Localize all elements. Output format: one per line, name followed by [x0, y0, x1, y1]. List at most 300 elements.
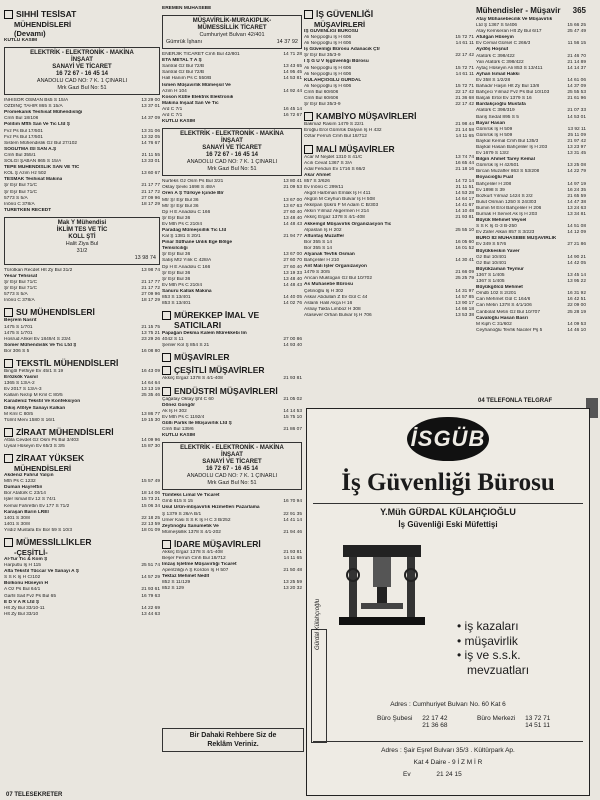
entry-phone: 16 79 63 [141, 593, 160, 599]
checkbox-icon [4, 538, 13, 547]
entry-list [476, 17, 586, 334]
entry-name: Bor Atatürk C 23/14 [4, 491, 46, 497]
advert-row [166, 39, 298, 46]
entry-name: Gz Bul 10/401 [476, 254, 507, 260]
home-phone [403, 771, 462, 778]
entry-name: Ceyhanoğlu Tevfik Naciler Pş 5 [476, 327, 543, 333]
entry-phone: 21 14 58 [455, 128, 474, 134]
entry-name: TEPE MÜHENDİSLİK SAN VE TİC [4, 165, 80, 171]
entry-name: Paradag Mümeşsillik Tic Ltd [162, 227, 227, 233]
entry-phone: 21 15 75 [141, 324, 160, 330]
entry-phone: 15 75 10 [283, 414, 302, 420]
entry-phone: 14 46 10 [567, 327, 586, 333]
entry-list [162, 52, 302, 125]
entry-name: Somer Mühendislik Ve Tic Ltd Ş [4, 342, 77, 348]
entry-name: Çetinoğlu İş H 302 [304, 288, 344, 294]
checkbox-icon [4, 428, 13, 437]
service-item: • müşavirlik [457, 633, 518, 648]
entry-phone: 21 65 59 [567, 193, 586, 199]
entry-name: 853 S 13/401 [162, 301, 191, 307]
entry-name: Gz Bul 10/401 [476, 260, 507, 266]
section-title: MÜREKKEP İMAL VE SATICILARI [174, 310, 260, 331]
entry-name: Mtr Şr Eşr Bul 36 [162, 203, 199, 209]
entry-phone: 13 29 00 [141, 98, 160, 104]
entry-list [4, 369, 160, 424]
list-item [4, 349, 160, 355]
entry-phone: 22 13 59 [141, 521, 160, 527]
entry-name: Politim Mfth San Ve Tic Ltd Ş [4, 122, 71, 128]
entry-phone: 14 97 19 [567, 181, 586, 187]
entry-phone: 25 28 19 [567, 309, 586, 315]
checkbox-icon [162, 387, 171, 396]
entry-name: EREMEN MUHASEBE [162, 6, 212, 11]
advert-box [162, 442, 302, 490]
list-item [162, 376, 302, 382]
entry-name: Aslanlı Halil Akça H 16 [304, 300, 353, 306]
entry-phone: 21 18 16 [455, 166, 474, 172]
entry-list [162, 331, 302, 349]
entry-name: Acılı Cevat 1367 S 3/A [304, 160, 353, 166]
advert-owner: Y.Müh GÜRDAL KÜLAHÇIOĞLU [380, 507, 516, 517]
entry-phone: 15 66 25 [567, 23, 586, 29]
entry-phone: 14 61 11 [455, 71, 474, 77]
entry-phone: 14 92 44 [283, 88, 302, 94]
entry-list [4, 438, 160, 450]
entry-name: 1367 S 1/405 [476, 272, 505, 278]
entry-phone: 14 95 45 [283, 70, 302, 76]
entry-name: Oktay Şevki 1698 S 48/A [162, 185, 216, 191]
entry-phone: 14 09 96 [141, 437, 160, 443]
bureau-label: Büro Şubesi [377, 715, 413, 722]
home-label: Ev [403, 771, 411, 778]
entry-name: Baykal Kemal Cmh Bul 135/3 [476, 138, 539, 144]
list-item [162, 119, 302, 125]
entry-name: Beşrem Nasrit [4, 318, 37, 324]
section-title: MÜŞAVİRLER [174, 352, 230, 363]
section-heading [4, 358, 160, 368]
entry-phone: 16 01 52 [455, 245, 474, 251]
list-item [304, 313, 474, 319]
entry-name: Askar Abdullah Z Ev Gül C 44 [304, 294, 368, 300]
list-item [162, 530, 302, 536]
entry-phone: 14 64 64 [141, 381, 160, 387]
entry-name: Ev Mth Ps C 210/4 [162, 221, 202, 227]
entry-name: Hall Hanım Ps C 550/B [162, 76, 212, 82]
entry-list [162, 550, 302, 593]
entry-phone: 16 70 94 [283, 499, 302, 505]
phone-number: 21 36 68 [422, 722, 448, 729]
entry-phone: 16 08 80 [141, 348, 160, 354]
entry-name: Fvz Ps Bul 17/501 [4, 134, 43, 140]
entry-phone: 27 60 70 [283, 258, 302, 264]
entry-name: Tektaz Mehmet Nedlt [162, 574, 210, 580]
phone-number: 13 72 71 [525, 715, 551, 722]
section-heading [4, 453, 160, 463]
entry-name: Eroğlu Erol Gümrük Dalyan İş H 432 [304, 128, 382, 134]
entry-list [304, 29, 474, 108]
entry-name: Fvz Ps Bul 17/501 [4, 128, 43, 134]
entry-phone: 11 56 15 [567, 41, 586, 47]
entry-phone: 14 72 14 [455, 178, 474, 184]
checkbox-icon [4, 359, 13, 368]
entry-name: Ev Mth Ps C 210/4 [162, 282, 202, 288]
entry-name: Büyükzaman Teymur [476, 266, 524, 272]
entry-name: Büyükgölcü Mehmet [476, 285, 523, 291]
entry-name: Tülmt Meni 1580 S 16/1 [4, 417, 55, 423]
entry-name: Pinar Süthane Ünlik Ege Bölge [162, 240, 233, 246]
entry-phone: 14 02 76 [283, 301, 302, 307]
entry-name: Azim H 104 [162, 88, 187, 94]
entry-phone: 21 50 48 [283, 568, 302, 574]
advert-line: İNŞAAT [71, 57, 93, 64]
section-subtitle: MÜŞAVİRLERİ [314, 20, 366, 29]
entry-phone: 21 66 09 [455, 270, 474, 276]
entry-name: Ltd Ş 1367 S 5/406 [476, 23, 518, 29]
entry-name: TÜRETKEN RECEDT [4, 207, 52, 213]
entry-phone: 14 11 65 [283, 555, 302, 561]
entry-name: Şr Eşr Bul 36 [162, 215, 191, 221]
entry-name: Şr Eşr Bul 36 [162, 252, 191, 258]
entry-name: Şr Eşr Bul 71/C [4, 189, 38, 195]
entry-name: Cmh Bul 60/606 [304, 89, 339, 95]
entry-name: Acar M Nejdet 1310 S 41/C [304, 154, 363, 160]
entry-phone: 16 24 35 [567, 187, 586, 193]
entry-name: Attila Cevdet Gz Osm Ps Bul 3/403 [4, 437, 79, 443]
entry-name: Şr Eşr Bul 71/C [4, 183, 38, 189]
entry-phone: 21 05 02 [283, 396, 302, 402]
entry-name: Ard C 7/1 [162, 106, 183, 112]
divider [313, 741, 583, 742]
entry-name: 1475 S 1/701 [4, 324, 33, 330]
entry-name: Bor 355 S 14 [304, 239, 333, 245]
entry-phone: 14 48 43 [283, 282, 302, 288]
entry-name: Ev İnönü C 299/11 [304, 184, 344, 190]
entry-phone: 13 31 45 [567, 151, 586, 157]
checkbox-icon [162, 366, 171, 375]
section-heading [162, 386, 302, 396]
entry-phone: 14 90 21 [567, 254, 586, 260]
section-heading [162, 365, 302, 375]
entry-name: TESMAK Teshisat Makina [4, 177, 63, 183]
entry-phone: 21 17 72 [141, 286, 160, 292]
entry-name: Dikiş Atölye Sanayi Kalkan [4, 405, 66, 411]
entry-name: KUTLU KASIM [162, 119, 196, 125]
entry-name: Cavaloğlu Hasan Basri [476, 315, 528, 321]
entry-phone: 14 51 08 [567, 224, 586, 230]
advert-address: Mrk Gazi Bul No: 51 [57, 85, 107, 92]
entry-name: Gülli Parlık İle Müşavirlik Ltd Ş [162, 420, 232, 426]
entry-phone: 21 11 51 [455, 184, 474, 190]
entry-name: Akkılpan Şükrü F M Adam C B/303 [304, 203, 379, 209]
column-4 [476, 6, 586, 398]
entry-list [4, 268, 160, 305]
service-list [457, 619, 529, 677]
entry-name: Kallam Nezip M Kml C 80/5 [4, 393, 63, 399]
entry-phone: 14 66 18 [455, 306, 474, 312]
entry-name: Bingöl Fethiye Ev 45/1 S 19 [4, 369, 64, 374]
entry-phone: 14 37 09 [141, 116, 160, 122]
entry-name: Ali Neçipoğlu İş H 606 [304, 41, 352, 47]
entry-phone: 14 41 14 [283, 517, 302, 523]
entry-name: Akdeniz Fahrul Yalçın [4, 473, 54, 479]
entry-phone: 14 22 69 [141, 605, 160, 611]
section-title: SIHHİ TESİSAT [16, 9, 77, 19]
section-title: KAMBİYO MÜŞAVİRLERİ [316, 111, 417, 122]
advert-invite-line: Reklâm Veriniz. [207, 741, 259, 748]
entry-list [162, 6, 302, 12]
advert-line: ELEKTRİK - ELEKTRONİK - MAKİNA [180, 445, 284, 452]
entry-name: Apentziliği A Ş Kordon İş H 507 [162, 568, 229, 574]
entry-phone: 14 09 53 [567, 321, 586, 327]
advert-address: ANADOLU CAD NO: 7 K. 1 ÇINARLI [36, 78, 128, 85]
divider [313, 503, 583, 504]
entry-name: Gümrük İş H 509 [476, 126, 513, 132]
entry-name: Akkılç Ergaz 1378 S 4/1-408 [304, 215, 365, 221]
entry-name: Bor 306 S 5 [4, 348, 30, 354]
entry-name: Balçalı Ertol Ev 1379 S 16 [476, 96, 532, 102]
entry-name: İşler İsmail Ev 12 S 74/1 [4, 497, 56, 503]
entry-phone: 22 91 35 [283, 511, 302, 517]
entry-phone: 14 93 40 [283, 343, 302, 349]
entry-name: M Kiph C 31/602 [476, 321, 512, 327]
entry-name: Akgün M Ceyhun Bulvar İş H 508 [304, 197, 375, 203]
entry-name: Öztar Ferruh Cmh Bul 18/712 [304, 134, 367, 140]
section-subtitle: MÜHENDİSLERİ [14, 464, 72, 474]
entry-name: Türotkan Recdet Hlt Zy Bul 31/2 [4, 267, 73, 273]
page-header [476, 6, 586, 15]
entry-name: Yalı Atatürk C 398/422 [476, 59, 524, 65]
entry-name: A Oz Ps Bul 64/1 [4, 587, 41, 593]
entry-phone: 13 48 40 [283, 276, 302, 282]
entry-name: 1365 S 13/A-2 [4, 381, 35, 387]
entry-phone: 21 09 53 [283, 185, 302, 191]
entry-name: Aytaç Hüseyin Ali 853 S 13/411 [476, 65, 543, 71]
entry-name: 1401 S 30/8 [4, 515, 30, 521]
entry-phone: 23 29 26 [141, 336, 160, 342]
entry-name: Ant Mali İşler Organizasyon [304, 264, 367, 270]
entry-list [162, 376, 302, 382]
entry-name: Ev Mth Ps C 1192/4 [162, 414, 205, 420]
advert-line: Cumhuriyet Bulvarı 42/401 [199, 32, 265, 39]
entry-phone: 21 94 46 [283, 529, 302, 535]
entry-name: Beşer Ferruh Cmh Bul 18/712 [162, 555, 226, 561]
entry-name: Dp H E Anadolu C 166 [162, 209, 211, 215]
section-title: MALİ MÜŞAVİRLER [316, 143, 395, 154]
column-2 [162, 6, 302, 593]
entry-phone: 13 31 06 [141, 128, 160, 134]
entry-name: Bayar Hasan [476, 120, 506, 126]
advert-line: 16 72 67 - 16 45 14 [55, 71, 109, 78]
entry-name: Erözkök Yasnil [4, 375, 38, 381]
entry-name: Bahçeliler H 208 [476, 181, 512, 187]
entry-phone: 15 87 30 [141, 443, 160, 449]
entry-name: Adal Feridun Ev 1716 S 66/2 [304, 166, 366, 172]
entry-name: Gümrük İş H 42/501 [476, 163, 519, 169]
entry-name: KUTLU KASIM [162, 433, 196, 439]
entry-name: Nurteks Gz Osm Ps Bul 3/21 [162, 179, 224, 185]
entry-name: Aslıay Takta Limboz H 308 [304, 306, 361, 312]
entry-phone: 21 93 81 [283, 376, 302, 382]
entry-name: Şr Eşr Bul 36 [162, 276, 191, 282]
entry-list [162, 179, 302, 307]
entry-name: Bardakçıoğlu Mustafa [476, 102, 526, 108]
entry-name: Satış Mtz Yılık C 428/A [162, 258, 212, 264]
entry-phone: 15 72 71 [455, 35, 474, 41]
entry-phone: 18 01 09 [141, 527, 160, 533]
entry-phone: 25 47 49 [567, 29, 586, 35]
list-item [304, 102, 474, 108]
entry-name: Santral Gz Bul 72/B [162, 64, 205, 70]
entry-name: İŞ GÜVENLİĞİ BÜROSU [304, 29, 359, 34]
entry-name: Atatürk C 398/422 [476, 53, 515, 59]
hydraulic-press-illustration-icon [333, 535, 431, 631]
entry-name: Ak İş H 302 [162, 408, 187, 414]
section-title: ENDÜSTRİ MÜŞAVİRLERİ [174, 385, 278, 396]
entry-name: Hosrud Ahkel Ev 1849/4 S 23/4 [4, 336, 71, 342]
entry-name: İNHISOR OSMAN Bs5 S 15/A [4, 98, 69, 104]
advert-address: ANADOLU CAD NO: 7 K. 1 ÇINARLI [186, 159, 278, 166]
entry-name: ENERJİK TİCARET Cmh Bul 42/801 [162, 52, 240, 58]
advert-address: Mrk Gazi Bul No: 51 [207, 166, 257, 173]
checkbox-icon [4, 308, 13, 317]
section-subtitle: -ÇEŞİTLİ- [14, 547, 48, 557]
entry-phone: 13 13 19 [141, 387, 160, 393]
entry-name: 4042 S 11 [162, 337, 184, 343]
list-item [162, 433, 302, 439]
advert-line: ELEKTRİK - ELEKTRONİK - MAKİNA [30, 50, 134, 57]
entry-phone: 14 41 67 [455, 203, 474, 209]
entry-phone: 13 67 00 [283, 252, 302, 258]
advert-line: İNŞAAT [221, 138, 243, 145]
list-item [304, 134, 474, 140]
entry-phone: 13 24 63 [567, 205, 586, 211]
entry-phone: 21 07 33 [567, 108, 586, 114]
list-item [162, 586, 302, 592]
entry-phone: 14 14 37 [567, 65, 586, 71]
entry-name: ETA METAL T A Ş [162, 58, 202, 64]
entry-list [162, 397, 302, 440]
entry-name: Şr Eşr Bul 36 [162, 270, 191, 276]
entry-phone: 21 36 68 [455, 96, 474, 102]
section-title: ÇEŞİTLİ MÜŞAVİRLER [174, 365, 265, 376]
entry-name: Sistem Mühendislik Gz Bul 27/102 [4, 140, 78, 146]
entry-name: Karaşan Barın LREI [4, 509, 49, 515]
section-heading [162, 352, 302, 362]
service-item: • iş ve s.s.k. [457, 648, 521, 662]
section-title: ZİRAAT MÜHENDİSLERİ [16, 426, 114, 437]
entry-name: Atay Kemseran Hlt Zy Bul 6/17 [476, 29, 542, 35]
entry-name: KOL Ş Azim Hz 502 [4, 171, 47, 177]
section-heading [4, 9, 160, 19]
entry-name: Atasever Orhan Bulvar İş H 706 [304, 312, 372, 318]
service-item: • iş kazaları [457, 619, 519, 633]
entry-name: Ev 358 S 1/2/28 [476, 77, 511, 83]
entry-phone: 15 72 71 [455, 83, 474, 89]
entry-phone: 13 43 65 [283, 64, 302, 70]
entry-phone: 13 48 40 [283, 215, 302, 221]
advert-line: SANAYİ VE TİCARET [202, 145, 262, 152]
entry-phone: 13 33 01 [141, 159, 160, 165]
entry-phone: 22 17 42 [455, 89, 474, 95]
column-1 [4, 6, 160, 618]
entry-phone: 19 15 30 [141, 417, 160, 423]
entry-phone: 13 74 74 [455, 154, 474, 160]
entry-phone: 14 30 41 [455, 258, 474, 264]
entry-list [304, 122, 474, 140]
entry-name: Şr Eşr Bul 71/C [4, 286, 38, 292]
entry-name: Papağan Dekma Kalem Mürekkebi İm [162, 331, 247, 337]
entry-name: Barış Sedat 895 S 5 [476, 114, 519, 120]
entry-name: Ali Neçipoğlu İş H 606 [304, 65, 352, 71]
entry-name: Altuntaş Muzaffer [304, 233, 345, 239]
entry-phone: 13 95 22 [567, 279, 586, 285]
entry-name: Burnak H Servet Ak İş H 203 [476, 212, 538, 217]
entry-name: SOLGİ ŞABAN 865 S 15/A [4, 159, 62, 165]
entry-name: Hlt Zy Bul 33/10 [4, 611, 39, 617]
entry-name: İş Güvenliği Bürosu Adanacık Çtr [304, 47, 381, 53]
entry-name: Şr Eşr Bul 35/3-9 [304, 102, 341, 108]
entry-name: 5773 S 5/A [4, 292, 28, 298]
entry-phone: 13 90 17 [455, 300, 474, 306]
entry-name: Ali Neçipoğlu İş H 606 [304, 35, 352, 41]
entry-phone: 14 40 05 [283, 295, 302, 300]
section-heading [4, 427, 160, 437]
page-header-title: Mühendisler - Müşavir [476, 6, 561, 15]
entry-name: Cmh Bul 60/606 [304, 96, 339, 102]
entry-phone: 18 14 06 [141, 491, 160, 497]
entry-phone: 14 47 38 [567, 199, 586, 205]
service-item: mevzuatları [457, 662, 530, 677]
entry-name: Sanuru Kallak Makina [162, 288, 212, 294]
entry-phone: 22 17 42 [455, 102, 474, 108]
entry-phone: 25 55 10 [455, 227, 474, 233]
list-item [4, 528, 160, 534]
advert-box [4, 47, 160, 95]
entry-phone: 21 61 96 [567, 96, 586, 102]
list-item [4, 208, 160, 214]
entry-name: Alta Tekstil Tüccar Ve Sanayi A Ş [4, 569, 80, 575]
logo-text: İSGÜB [410, 426, 486, 451]
entry-name: Hlt Zy Bul 33/10-11 [4, 605, 45, 611]
entry-list [4, 98, 160, 214]
entry-name: Garfil Sait Fvz Ps Bul 65 [4, 593, 56, 599]
section-title: İŞ GÜVENLİĞİ [316, 9, 374, 19]
checkbox-icon [162, 540, 171, 549]
section-continued: (Devamı) [14, 29, 46, 38]
entry-name: 1475 S 1/701 [4, 330, 33, 336]
entry-phone: 13 86 77 [141, 411, 160, 417]
entry-name: Koson Kütle Elektrik Elektronik [162, 94, 234, 100]
advert-title: İş Güvenliği Bürosu [341, 469, 555, 496]
entry-phone: 16 43 09 [141, 369, 160, 374]
entry-phone: 18 17 29 [141, 201, 160, 207]
entry-name: Bor 355 S 14 [304, 245, 333, 251]
entry-phone: 21 93 81 [283, 549, 302, 555]
entry-name: Bahçeliler H 210 [304, 258, 340, 264]
entry-name: As Muhasebe Bürosu [304, 282, 354, 288]
entry-phone: 13 80 41 [283, 179, 302, 185]
entry-phone: 13 25 59 [283, 580, 302, 586]
section-heading [304, 144, 474, 154]
entry-name: Akkemgil Müşavirlik Organizasyon Tic [304, 221, 392, 227]
advert-invite [162, 728, 304, 752]
entry-name: Uysal Hüseyin Ev 65/3 S 3/5 [4, 443, 65, 449]
entry-list [162, 493, 302, 536]
entry-phone: 13 60 67 [141, 171, 160, 177]
entry-phone: 16 72 67 [283, 113, 302, 119]
entry-phone: 25 25 79 [455, 276, 474, 282]
entry-name: 1479 S 30/5 [304, 270, 330, 276]
